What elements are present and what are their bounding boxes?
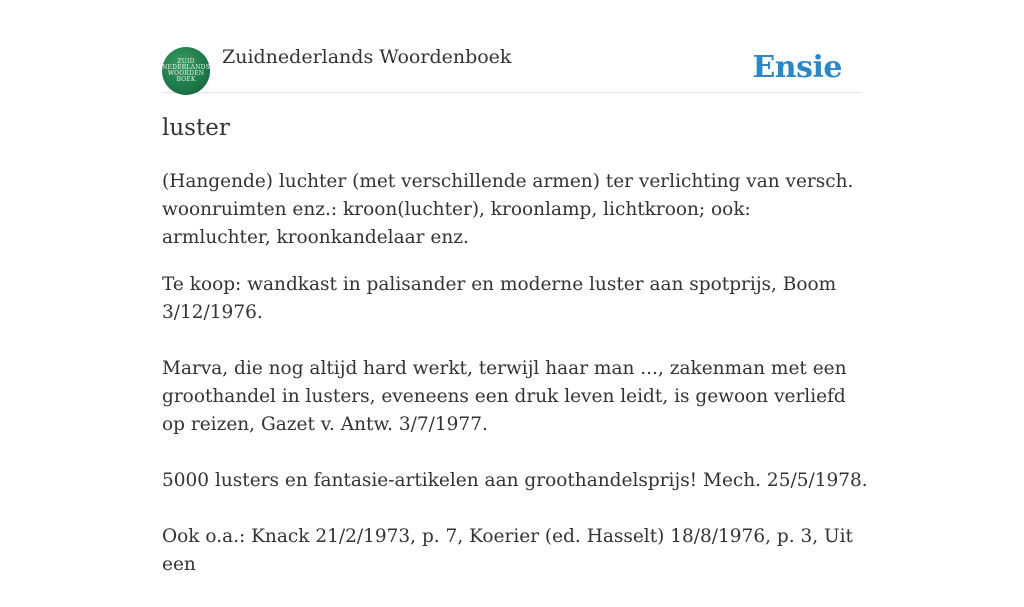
entry-definition: (Hangende) luchter (met verschillende armen) ter verlichting van versch. woonruimten enz.: kroon(luchter), kroonlamp, lichtkroon; ook: armluchter, kroonkandelaar enz. bbox=[162, 171, 854, 248]
entry-headword: luster bbox=[162, 115, 230, 141]
source-name-link[interactable]: Zuidnederlands Woordenboek bbox=[222, 46, 512, 68]
citation-4: Ook o.a.: Knack 21/2/1973, p. 7, Koerier (ed. Hasselt) 18/8/1976, p. 3, Uit een bbox=[162, 526, 853, 575]
citation-2: Marva, die nog altijd hard werkt, terwijl haar man ..., zakenman met een groothandel in lusters, eveneens een druk leven leidt, is gewoon verliefd op reizen, Gazet v. Antw. 3/7/1977. bbox=[162, 358, 847, 435]
site-header bbox=[162, 0, 862, 93]
ensie-brand-logo[interactable]: Ensie bbox=[752, 50, 842, 85]
logo-text-line-3: WOORDEN bbox=[167, 70, 205, 77]
page-content bbox=[162, 0, 868, 575]
logo-text-line-2: NEDERLANDS bbox=[162, 64, 210, 71]
citation-1: Te koop: wandkast in palisander en moderne luster aan spotprijs, Boom 3/12/1976. bbox=[162, 274, 837, 323]
entry-citations bbox=[162, 271, 874, 607]
logo-text-line-1: ZUID bbox=[177, 58, 195, 65]
citation-3: 5000 lusters en fantasie-artikelen aan groothandelsprijs! Mech. 25/5/1978. bbox=[162, 470, 868, 491]
source-logo[interactable] bbox=[162, 47, 210, 95]
logo-text-line-4: BOEK bbox=[176, 76, 196, 83]
